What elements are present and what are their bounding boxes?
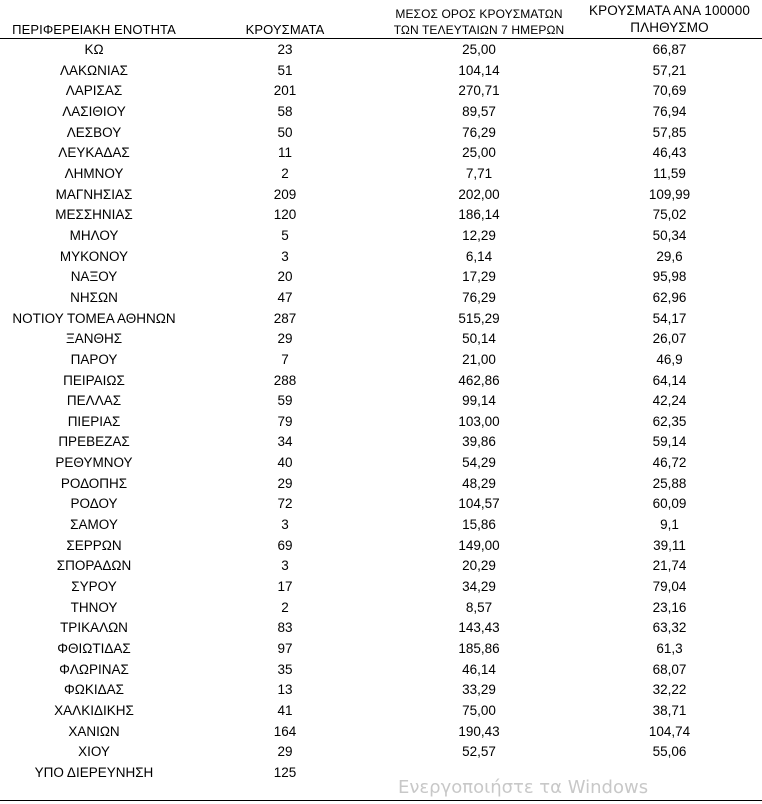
avg7-cell: 48,29 [462,475,496,491]
region-cell: ΛΑΡΙΣΑΣ [65,83,123,99]
region-cell: ΠΡΕΒΕΖΑΣ [58,434,130,450]
per100k-cell: 21,74 [652,558,687,574]
table-row [0,349,762,370]
region-cell: ΥΠΟ ΔΙΕΡΕΥΝΗΣΗ [34,764,154,780]
table-row [0,163,762,184]
table-row [0,142,762,163]
avg7-cell: 75,00 [462,703,496,718]
header-avg7-line1: ΜΕΣΟΣ ΟΡΟΣ ΚΡΟΥΣΜΑΤΩΝ [395,7,563,21]
per100k-cell: 39,11 [653,537,686,553]
cases-cell: 34 [277,434,293,450]
per100k-cell: 60,09 [652,496,687,512]
per100k-cell: 25,88 [652,475,687,491]
header-avg7 [384,6,574,38]
cases-cell: 29 [277,331,293,347]
region-cell: ΜΑΓΝΗΣΙΑΣ [55,186,133,202]
region-cell: ΦΩΚΙΔΑΣ [64,682,124,698]
cases-cell: 40 [277,455,293,471]
region-cell: ΧΑΝΙΩΝ [68,723,120,739]
cases-cell: 11 [277,145,292,161]
avg7-cell: 7,71 [465,165,493,181]
avg7-cell: 6,14 [465,248,493,264]
cases-cell: 7 [281,351,289,367]
table-row [0,638,762,659]
avg7-cell: 515,29 [458,310,500,326]
avg7-cell: 76,29 [462,289,496,305]
region-cell: ΣΑΜΟΥ [70,517,118,533]
per100k-cell: 64,14 [652,372,687,388]
avg7-cell: 185,86 [458,641,500,657]
region-cell: ΛΗΜΝΟΥ [64,165,124,181]
cases-cell: 69 [277,537,293,553]
per100k-cell: 95,98 [652,269,687,285]
avg7-cell: 25,00 [462,145,496,161]
avg7-cell: 20,29 [462,558,496,574]
avg7-cell: 15,86 [462,517,496,533]
avg7-cell: 17,29 [462,269,496,285]
table-row [0,308,762,329]
avg7-cell: 104,57 [458,496,500,512]
avg7-cell: 462,86 [458,372,500,388]
per100k-cell: 38,71 [652,703,687,718]
region-cell: ΚΩ [84,42,104,57]
region-cell: ΡΟΔΟΥ [70,496,118,512]
region-cell: ΠΕΙΡΑΙΩΣ [63,372,125,388]
table-row [0,39,762,60]
per100k-cell: 79,04 [652,579,687,595]
table-header [0,0,762,40]
region-cell: ΠΕΛΛΑΣ [66,393,122,409]
cases-cell: 20 [277,269,293,285]
region-cell: ΝΑΞΟΥ [70,269,118,285]
table-row [0,555,762,576]
table-row [0,225,762,246]
header-region: ΠΕΡΙΦΕΡΕΙΑΚΗ ΕΝΟΤΗΤΑ [12,22,176,37]
per100k-cell: 9,1 [660,517,679,533]
avg7-cell: 190,43 [458,723,500,739]
avg7-cell: 12,29 [462,227,496,243]
region-cell: ΣΠΟΡΑΔΩΝ [56,558,132,574]
avg7-cell: 54,29 [462,455,496,471]
region-cell: ΞΑΝΘΗΣ [65,331,123,347]
cases-cell: 58 [277,103,293,119]
avg7-cell: 33,29 [462,682,496,698]
region-cell: ΠΑΡΟΥ [70,351,118,367]
cases-cell: 3 [281,558,289,574]
per100k-cell: 57,21 [652,62,687,78]
table-row [0,535,762,556]
table-row [0,246,762,267]
cases-cell: 35 [277,661,293,677]
table-body [0,39,762,783]
cases-cell: 83 [277,620,293,636]
table-row [0,514,762,535]
region-cell: ΛΑΚΩΝΙΑΣ [60,62,128,78]
table-row [0,101,762,122]
cases-cell: 288 [273,372,297,388]
region-cell: ΧΙΟΥ [78,744,110,760]
table-row [0,184,762,205]
cases-cell: 59 [277,393,293,409]
per100k-cell: 109,99 [648,186,691,202]
table-row [0,328,762,349]
per100k-cell: 104,74 [648,723,691,739]
cases-cell: 72 [277,496,293,512]
region-cell: ΤΗΝΟΥ [70,599,118,615]
per100k-cell: 62,96 [652,289,687,305]
avg7-cell: 25,00 [462,42,496,57]
per100k-cell: 59,14 [652,434,687,450]
region-cell: ΧΑΛΚΙΔΙΚΗΣ [54,703,134,718]
region-cell: ΛΕΥΚΑΔΑΣ [58,145,130,161]
avg7-cell: 270,71 [458,83,500,99]
region-cell: ΡΕΘΥΜΝΟΥ [55,455,133,471]
region-cell: ΝΗΣΩΝ [70,289,118,305]
header-cases: ΚΡΟΥΣΜΑΤΑ [245,22,325,37]
windows-activation-watermark: Ενεργοποιήστε τα Windows [398,777,649,798]
cases-cell: 17 [277,579,293,595]
table-row [0,60,762,81]
per100k-cell: 62,35 [652,413,687,429]
region-cell: ΛΑΣΙΘΙΟΥ [62,103,126,119]
header-avg7-line2: ΤΩΝ ΤΕΛΕΥΤΑΙΩΝ 7 ΗΜΕΡΩΝ [393,23,565,37]
cases-cell: 79 [277,413,293,429]
cases-cell: 125 [273,764,297,780]
table-row [0,617,762,638]
avg7-cell: 104,14 [458,62,500,78]
table-row [0,390,762,411]
per100k-cell: 42,24 [652,393,687,409]
cases-cell: 209 [273,186,297,202]
per100k-cell: 46,43 [652,145,687,161]
cases-cell: 97 [277,641,293,657]
avg7-cell: 8,57 [465,599,493,615]
table-row [0,679,762,700]
region-cell: ΜΗΛΟΥ [69,227,119,243]
header-per100k-line2: ΠΛΗΘΥΣΜΟ [630,20,709,35]
cases-cell: 201 [273,83,297,99]
avg7-cell: 21,00 [462,351,496,367]
cases-cell: 287 [273,310,297,326]
table-row [0,411,762,432]
avg7-cell: 39,86 [462,434,496,450]
cases-cell: 13 [277,682,293,698]
region-cell: ΦΘΙΩΤΙΔΑΣ [57,641,131,657]
table-row [0,287,762,308]
per100k-cell: 61,3 [656,641,683,657]
per100k-cell: 54,17 [652,310,687,326]
cases-cell: 2 [281,165,289,181]
avg7-cell: 89,57 [462,103,496,119]
per100k-cell: 11,59 [653,165,686,181]
per100k-cell: 46,72 [652,455,687,471]
per100k-cell: 23,16 [652,599,687,615]
table-row [0,576,762,597]
table-row [0,122,762,143]
cases-cell: 3 [281,248,289,264]
table-row [0,80,762,101]
per100k-cell: 26,07 [652,331,687,347]
per100k-cell: 32,22 [652,682,687,698]
table-row [0,204,762,225]
cases-cell: 51 [277,62,293,78]
avg7-cell: 202,00 [458,186,500,202]
table-row [0,741,762,762]
region-cell: ΤΡΙΚΑΛΩΝ [60,620,128,636]
avg7-cell: 143,43 [458,620,500,636]
table-row [0,370,762,391]
region-cell: ΣΕΡΡΩΝ [66,537,122,553]
per100k-cell: 29,6 [656,248,683,264]
per100k-cell: 66,87 [652,42,687,57]
region-cell: ΜΕΣΣΗΝΙΑΣ [55,207,133,223]
avg7-cell: 103,00 [458,413,500,429]
region-cell: ΝΟΤΙΟΥ ΤΟΜΕΑ ΑΘΗΝΩΝ [12,310,176,326]
cases-cell: 164 [273,723,297,739]
per100k-cell: 57,85 [652,124,687,140]
cases-cell: 47 [277,289,293,305]
header-per100k-line1: ΚΡΟΥΣΜΑΤΑ ΑΝΑ 100000 [589,3,750,18]
per100k-cell: 76,94 [652,103,687,119]
table-row [0,493,762,514]
cases-cell: 41 [277,703,293,718]
cases-cell: 3 [281,517,289,533]
cases-cell: 50 [277,124,293,140]
avg7-cell: 99,14 [462,393,496,409]
cases-cell: 29 [277,744,293,760]
cases-cell: 120 [273,207,297,223]
per100k-cell: 46,9 [656,351,683,367]
avg7-cell: 186,14 [458,207,500,223]
table-row [0,431,762,452]
per100k-cell: 70,69 [652,83,687,99]
per100k-cell: 68,07 [652,661,687,677]
avg7-cell: 76,29 [462,124,496,140]
table-row [0,452,762,473]
cases-cell: 5 [281,227,289,243]
bottom-divider [0,800,762,801]
region-cell: ΣΥΡΟΥ [71,579,117,595]
table-row [0,597,762,618]
per100k-cell: 75,02 [652,207,687,223]
region-cell: ΠΙΕΡΙΑΣ [67,413,121,429]
table-row [0,700,762,721]
avg7-cell: 46,14 [462,661,496,677]
cases-cell: 29 [277,475,293,491]
region-cell: ΛΕΣΒΟΥ [66,124,122,140]
per100k-cell: 55,06 [652,744,687,760]
cases-cell: 2 [281,599,289,615]
per100k-cell: 50,34 [652,227,687,243]
region-cell: ΦΛΩΡΙΝΑΣ [59,661,129,677]
region-cell: ΜΥΚΟΝΟΥ [59,248,129,264]
table-row [0,266,762,287]
avg7-cell: 50,14 [462,331,496,347]
region-cell: ΡΟΔΟΠΗΣ [60,475,128,491]
avg7-cell: 34,29 [462,579,496,595]
table-row [0,721,762,742]
cases-cell: 23 [277,42,293,57]
avg7-cell: 52,57 [462,744,496,760]
per100k-cell: 63,32 [652,620,687,636]
table-row [0,659,762,680]
avg7-cell: 149,00 [458,537,500,553]
table-row [0,473,762,494]
header-per100k [577,2,762,36]
